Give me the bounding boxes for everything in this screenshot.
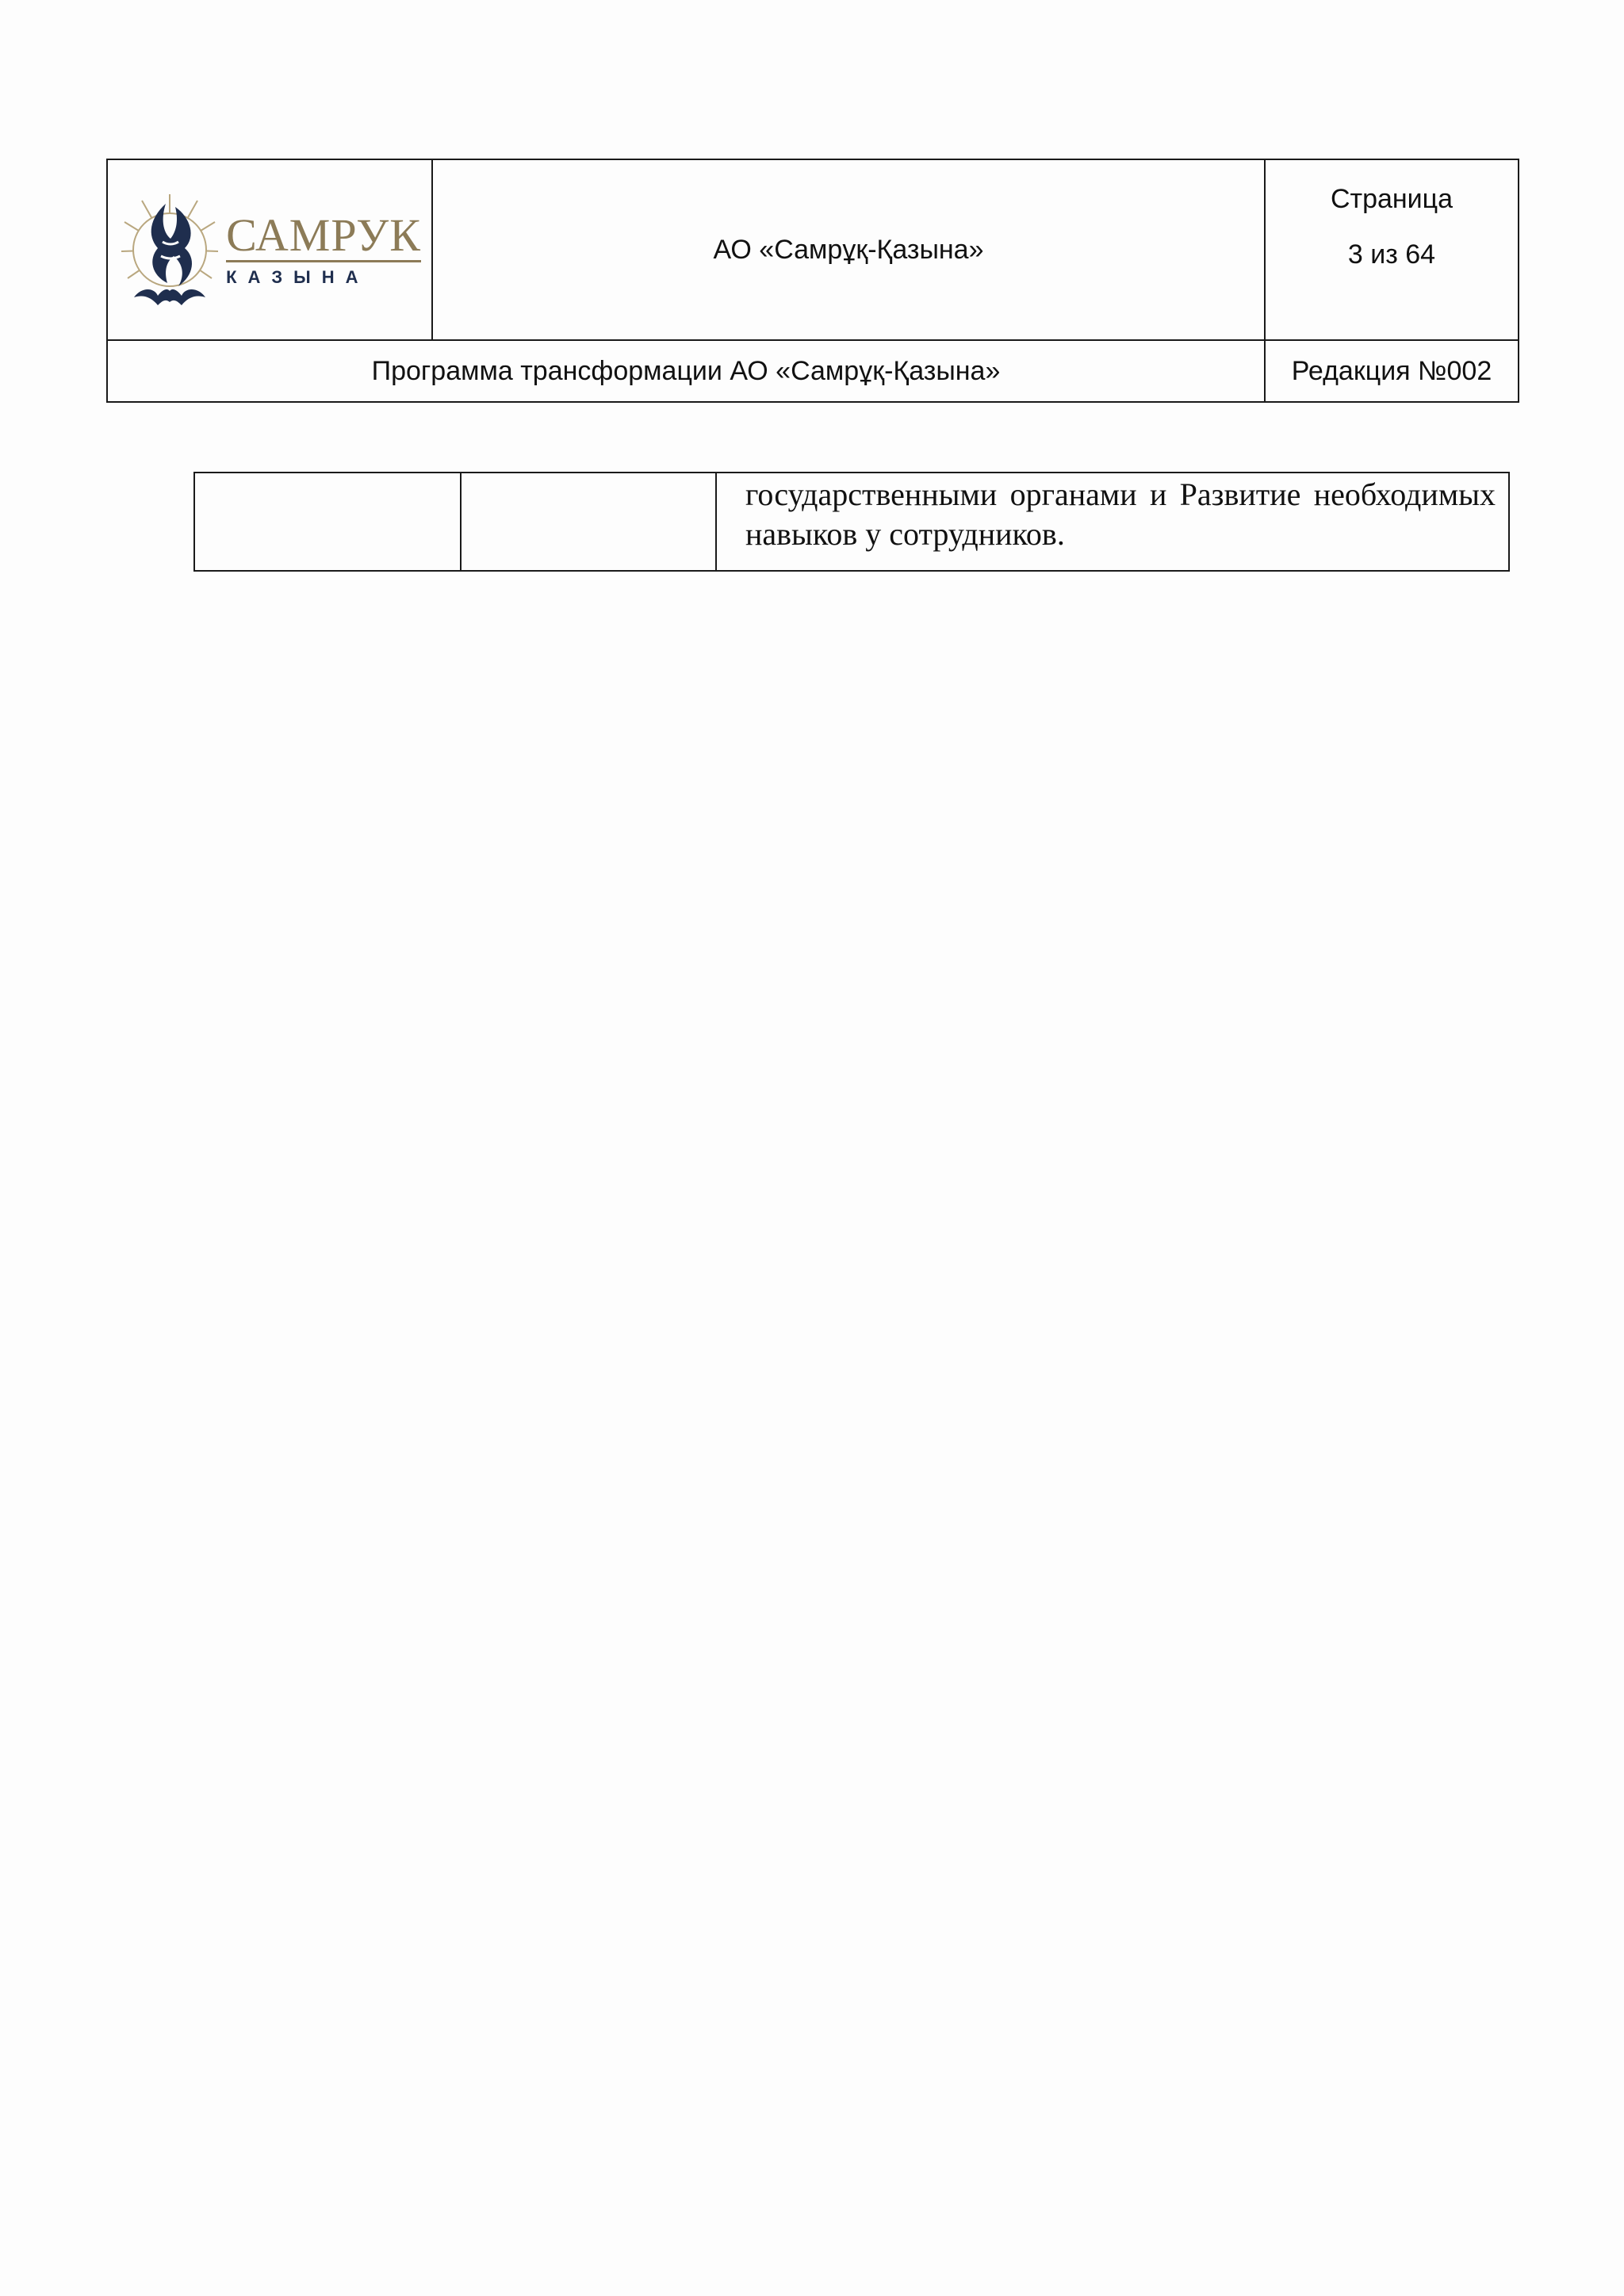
samruk-bird-icon [118, 186, 221, 313]
page-info-cell [1266, 160, 1518, 339]
page-label: Страница [1330, 184, 1454, 214]
logo-brand-sub: КАЗЫНА [226, 266, 370, 287]
edition-cell [1266, 341, 1518, 401]
table-cell-text: государственными органами и Развитие необходимых навыков у сотрудников. [745, 476, 1496, 552]
logo-brand-main: САМРУК [226, 209, 421, 261]
content-table [193, 472, 1510, 572]
logo-cell [108, 160, 431, 339]
document-header [106, 159, 1519, 403]
column-divider [460, 473, 462, 570]
company-logo [118, 186, 421, 313]
page-number: 3 из 64 [1347, 239, 1436, 270]
column-divider [715, 473, 717, 570]
company-name: АО «Самрұқ-Қазына» [713, 234, 984, 265]
edition-number: Редакция №002 [1291, 355, 1492, 386]
program-title: Программа трансформации АО «Самрұқ-Қазына» [371, 355, 1001, 386]
company-name-cell [433, 160, 1264, 339]
program-title-cell [108, 341, 1264, 401]
logo-wordmark [226, 209, 421, 288]
